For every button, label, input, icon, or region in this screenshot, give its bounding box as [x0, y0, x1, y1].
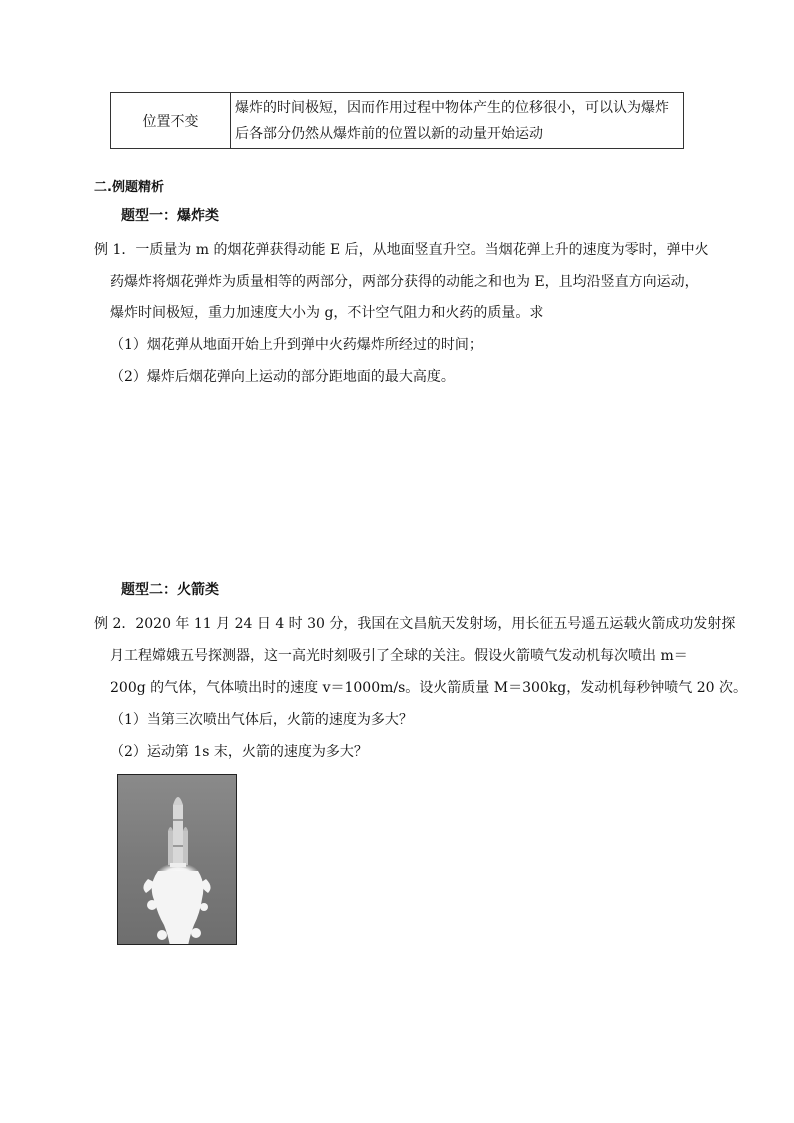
example2-question: （2）运动第 1s 末，火箭的速度为多大？	[110, 744, 368, 760]
example1-line: 药爆炸将烟花弹炸为质量相等的两部分，两部分获得的动能之和也为 E，且均沿竖直方向运动，	[110, 274, 699, 290]
table-content-cell	[231, 93, 683, 148]
table-label: 位置不变	[142, 113, 199, 130]
example1-line: 例 1．一质量为 m 的烟花弹获得动能 E 后，从地面竖直升空。当烟花弹上升的速度为零时，弹中火	[94, 242, 709, 258]
section-heading: 二.例题精析	[94, 180, 164, 195]
table-content-line: 后各部分仍然从爆炸前的位置以新的动量开始运动	[235, 126, 543, 142]
example2-line: 月工程嫦娥五号探测器，这一高光时刻吸引了全球的关注。假设火箭喷气发动机每次喷出 m＝	[110, 648, 688, 664]
rocket-launch-photo	[117, 774, 237, 945]
example2-line: 例 2．2020 年 11 月 24 日 4 时 30 分，我国在文昌航天发射场，用长征五号遥五运载火箭成功发射探	[94, 616, 736, 632]
example1-question: （2）爆炸后烟花弹向上运动的部分距地面的最大高度。	[110, 369, 455, 385]
example2-question: （1）当第三次喷出气体后，火箭的速度为多大？	[110, 712, 413, 728]
table-label-cell	[111, 93, 231, 148]
example2-line: 200g 的气体，气体喷出时的速度 v＝1000m/s。设火箭质量 M＝300kg，发动机每秒钟喷气 20 次。	[110, 680, 747, 696]
rocket-icon	[118, 775, 237, 945]
type2-heading: 题型二：火箭类	[121, 582, 219, 598]
example1-question: （1）烟花弹从地面开始上升到弹中火药爆炸所经过的时间；	[110, 337, 483, 353]
type1-heading: 题型一：爆炸类	[121, 208, 219, 224]
summary-table	[110, 92, 684, 149]
example1-line: 爆炸时间极短，重力加速度大小为 g，不计空气阻力和火药的质量。求	[110, 305, 544, 321]
table-content-line: 爆炸的时间极短，因而作用过程中物体产生的位移很小，可以认为爆炸	[235, 100, 669, 116]
